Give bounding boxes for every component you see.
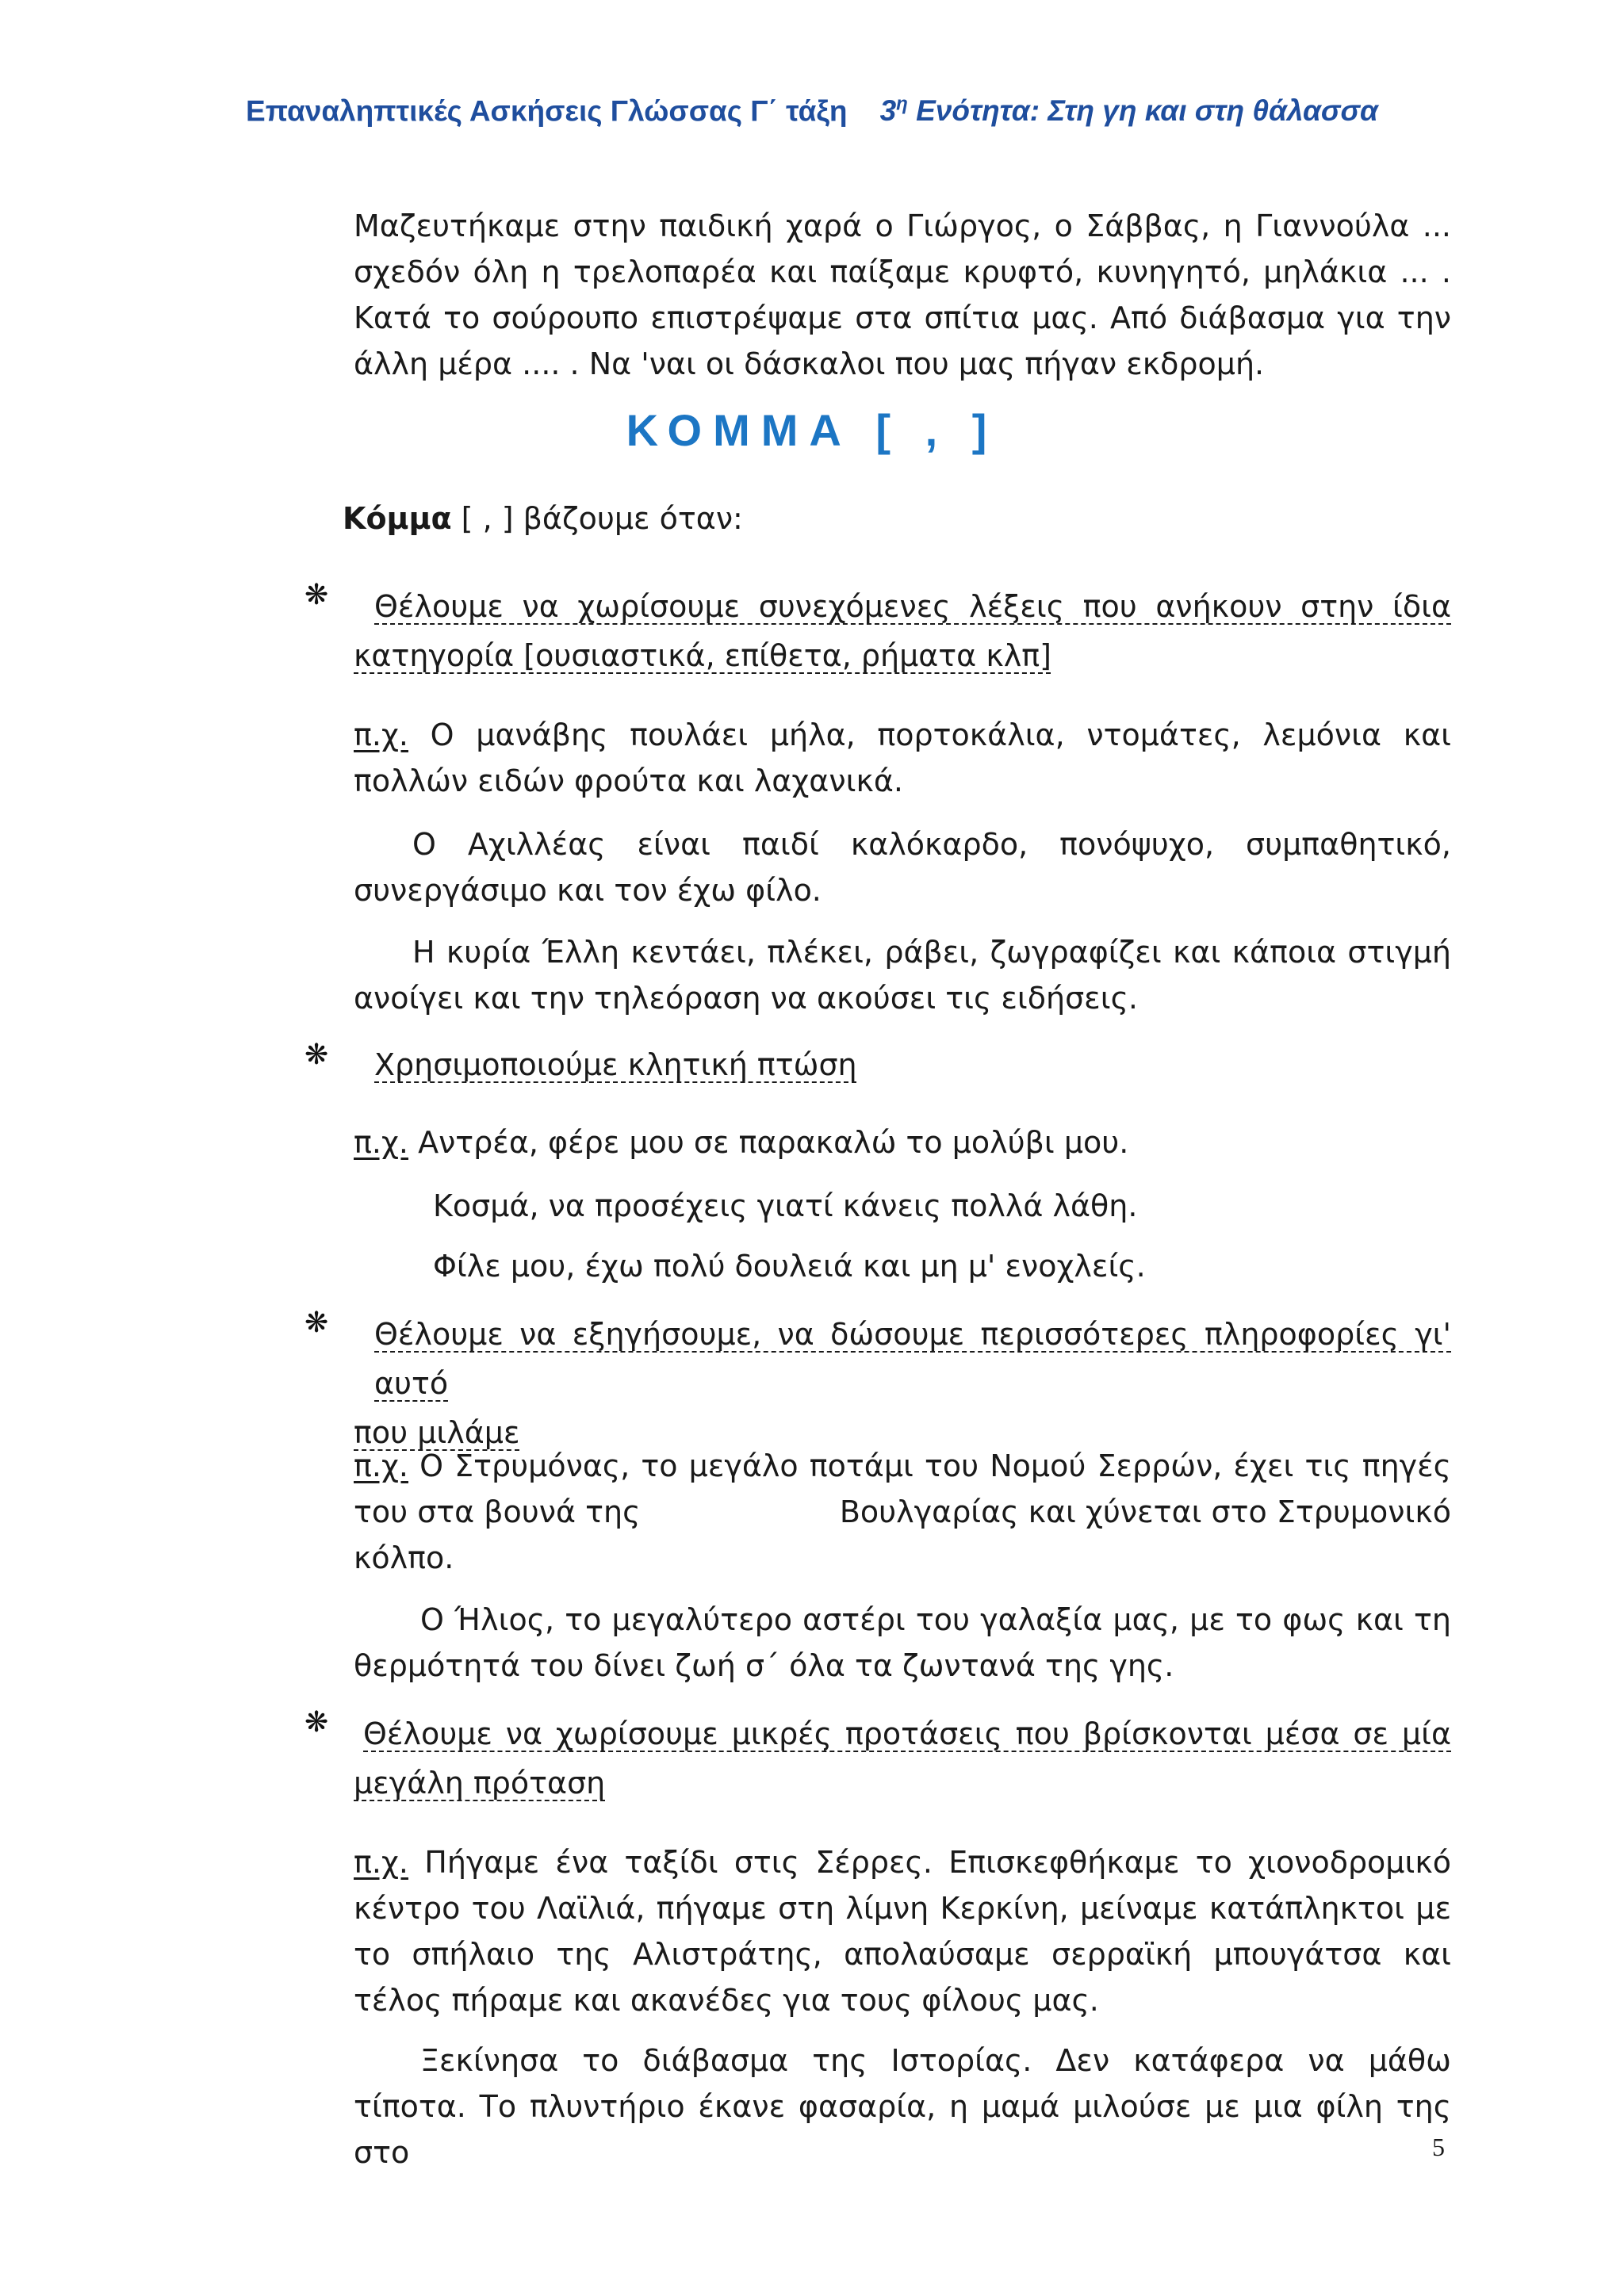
section-title: ΚΟΜΜΑ [ , ] [626,405,998,455]
rule-2-example-2: Κοσμά, να προσέχεις γιατί κάνεις πολλά λάθη. [433,1188,1138,1223]
rule-2-line-1: Χρησιμοποιούμε κλητική πτώση [374,1047,857,1082]
opening-paragraph: Μαζευτήκαμε στην παιδική χαρά ο Γιώργος, ο Σάββας, η Γιαννούλα ... σχεδόν όλη η τρελοπαρέα και παίξαμε κρυφτό, κυνηγητό, μηλάκια ... . Κατά το σούρουπο επιστρέψαμε στα σπίτια μας. Από διάβασμα για την άλλη μέρα .... . Να 'ναι οι δάσκαλοι που μας πήγαν εκδρομή. [354,209,1451,381]
example-label: π.χ. [354,1448,408,1483]
rule-3-example-1: π.χ. Ο Στρυμόνας, το μεγάλο ποτάμι του Νομού Σερρών, έχει τις πηγές του στα βουνά της Βουλγαρίας και χύνεται στο Στρυμονικό κόλπο. [354,1448,1451,1575]
snowflake-bullet-icon: ❋ [304,1706,329,1739]
rule-3 [354,1310,1451,1457]
rule-4-line-2: μεγάλη πρόταση [354,1766,606,1800]
rule-3-example-2: Ο Ήλιος, το μεγαλύτερο αστέρι του γαλαξία μας, με το φως και τη θερμότητά του δίνει ζωή σ΄ όλα τα ζωντανά της γης. [354,1602,1451,1683]
header-left: Επαναληπτικές Ασκήσεις Γλώσσας Γ΄ τάξη [246,94,848,128]
rule-2-example-3: Φίλε μου, έχω πολύ δουλειά και μη μ' ενοχλείς. [433,1249,1146,1284]
rule-4-example-1: π.χ. Πήγαμε ένα ταξίδι στις Σέρρες. Επισκεφθήκαμε το χιονοδρομικό κέντρο του Λαϊλιά, πήγαμε στη λίμνη Κερκίνη, μείναμε κατάπληκτοι με το σπήλαιο της Αλιστράτης, απολαύσαμε σερραϊκή μπουγάτσα και τέλος πήραμε και ακανέδες για τους φίλους μας. [354,1845,1451,2018]
rule-1-line-1: Θέλουμε να χωρίσουμε συνεχόμενες λέξεις που ανήκουν στην ίδια [374,589,1451,624]
rule-3-line-2: που μιλάμε [354,1415,520,1450]
intro-rest: [ , ] βάζουμε όταν: [451,501,743,536]
header-unit: $3^\eta$ Ενότητα: Στη γη και στη θάλασσα [879,94,1378,128]
example-label: π.χ. [354,1125,408,1160]
rule-4 [354,1709,1451,1808]
opening-paragraph-block [354,203,1451,387]
rule-1-line-2: κατηγορία [ουσιαστικά, επίθετα, ρήματα κλπ] [354,638,1051,673]
rule-1-example-2: Ο Αχιλλέας είναι παιδί καλόκαρδο, πονόψυχο, συμπαθητικό, συνεργάσιμο και τον έχω φίλο. [354,827,1451,908]
rule-2-example-1: π.χ. Αντρέα, φέρε μου σε παρακαλώ το μολύβι μου. [354,1125,1129,1160]
example-label: π.χ. [354,1845,408,1880]
snowflake-bullet-icon: ❋ [304,1307,329,1339]
rule-1-example-1: π.χ. Ο μανάβης πουλάει μήλα, πορτοκάλια, ντομάτες, λεμόνια και πολλών ειδών φρούτα και λαχανικά. [354,718,1451,798]
snowflake-bullet-icon: ❋ [304,579,329,611]
page-header [0,94,1624,128]
rule-4-line-1: Θέλουμε να χωρίσουμε μικρές προτάσεις που βρίσκονται μέσα σε μία [363,1716,1451,1751]
page-number: 5 [1432,2133,1445,2161]
snowflake-bullet-icon: ❋ [304,1039,329,1071]
rule-3-line-1: Θέλουμε να εξηγήσουμε, να δώσουμε περισσότερες πληροφορίες γι' αυτό [374,1317,1451,1401]
intro-bold: Κόμμα [343,501,452,536]
rule-2 [354,1040,1451,1089]
rule-1 [354,582,1451,680]
example-label: π.χ. [354,718,408,752]
rule-1-example-3: Η κυρία Έλλη κεντάει, πλέκει, ράβει, ζωγραφίζει και κάποια στιγμή ανοίγει και την τηλεόραση να ακούσει τις ειδήσεις. [354,935,1451,1016]
intro-line [343,501,743,536]
rule-4-example-2: Ξεκίνησα το διάβασμα της Ιστορίας. Δεν κατάφερα να μάθω τίποτα. Το πλυντήριο έκανε φασαρία, η μαμά μιλούσε με μια φίλη της στο [354,2043,1451,2170]
